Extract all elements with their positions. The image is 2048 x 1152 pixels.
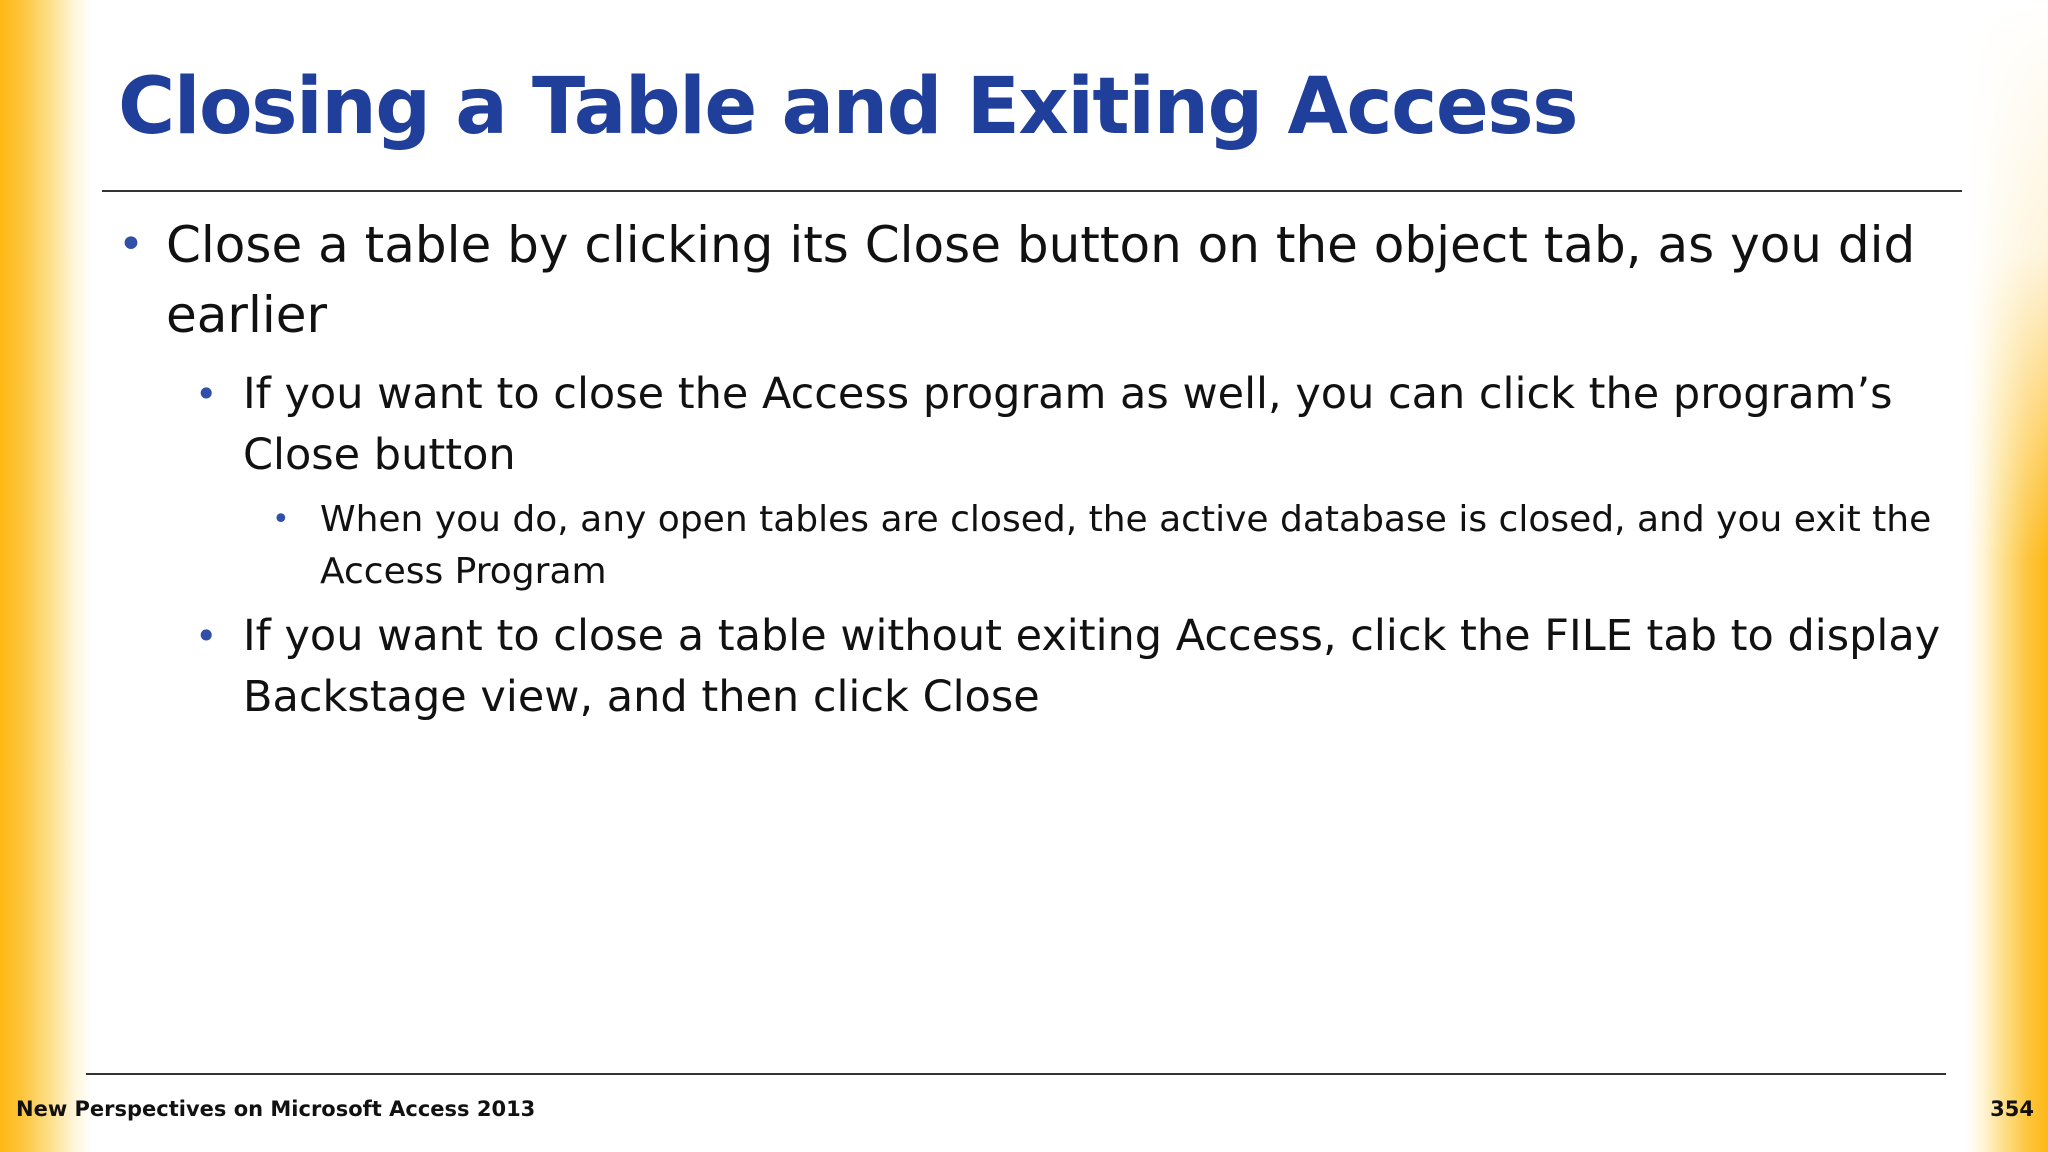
bullet-marker: • (195, 372, 218, 416)
left-gold-border (0, 0, 92, 1152)
bullet-marker: • (118, 219, 144, 270)
slide-content (118, 210, 1948, 736)
page-number: 354 (1990, 1097, 2034, 1121)
bullet-marker: • (272, 502, 290, 537)
bullet-text: If you want to close the Access program as well, you can click the program’s Close button (243, 369, 1893, 480)
title-divider (102, 190, 1962, 192)
bullet-level-3 (272, 494, 1948, 598)
bullet-level-1 (118, 210, 1948, 350)
bullet-marker: • (195, 614, 218, 658)
bullet-level-2 (195, 364, 1948, 486)
bullet-text: Close a table by clicking its Close button on the object tab, as you did earlier (166, 216, 1916, 344)
bullet-text: When you do, any open tables are closed, the active database is closed, and you exit the Access Program (320, 499, 1932, 592)
bullet-text: If you want to close a table without exiting Access, click the FILE tab to display Backstage view, and then click Close (243, 611, 1941, 722)
footer-divider (86, 1073, 1946, 1075)
bullet-level-2 (195, 606, 1948, 728)
slide-title: Closing a Table and Exiting Access (118, 62, 1578, 152)
right-border-fade (1966, 0, 2048, 560)
footer-title: New Perspectives on Microsoft Access 2013 (16, 1097, 536, 1121)
